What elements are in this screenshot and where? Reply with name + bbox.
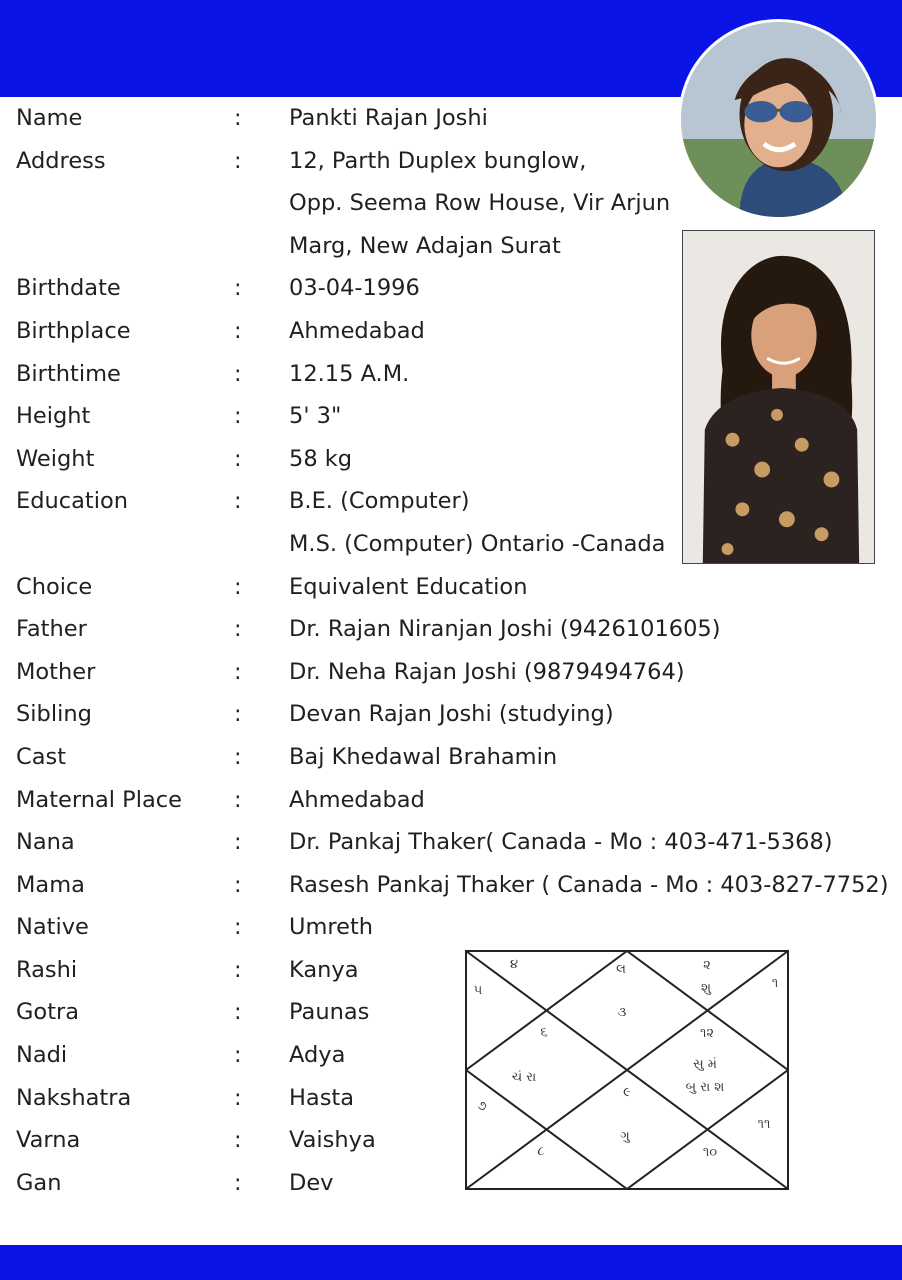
row-label: Weight: [16, 445, 95, 472]
row-colon: :: [234, 445, 242, 472]
house-6-number: ૬: [540, 1025, 548, 1040]
row-label: Birthdate: [16, 275, 121, 302]
detail-row: [16, 821, 886, 864]
detail-row: [16, 566, 886, 609]
row-label: Mother: [16, 658, 96, 685]
row-colon: :: [234, 317, 242, 344]
row-label: Gotra: [16, 999, 80, 1026]
row-colon: :: [234, 743, 242, 770]
house-1-planet: લ: [616, 962, 626, 977]
house-1-number: ૩: [617, 1005, 627, 1020]
row-label: Varna: [16, 1127, 81, 1154]
row-colon: :: [234, 829, 242, 856]
house-12-planets-line1: સુ મં: [693, 1057, 717, 1072]
row-value: Opp. Seema Row House, Vir Arjun: [289, 190, 671, 217]
detail-row: [16, 97, 886, 140]
row-value: Dev: [289, 1169, 334, 1196]
row-value: 03-04-1996: [289, 275, 420, 302]
row-value: M.S. (Computer) Ontario -Canada: [289, 530, 666, 557]
house-12-number: ૧૨: [699, 1026, 715, 1041]
row-label: Maternal Place: [16, 786, 182, 813]
row-label: Nakshatra: [16, 1084, 132, 1111]
detail-row: [16, 225, 886, 268]
row-colon: :: [234, 914, 242, 941]
house-5-number: ૫: [473, 983, 483, 998]
house-4-number: ૪: [509, 957, 519, 972]
row-value: Dr. Pankaj Thaker( Canada - Mo : 403-471-5368): [289, 829, 833, 856]
detail-row: [16, 864, 889, 907]
row-label: Rashi: [16, 956, 78, 983]
row-colon: :: [234, 616, 242, 643]
row-label: Birthtime: [16, 360, 121, 387]
row-value: Rasesh Pankaj Thaker ( Canada - Mo : 403-827-7752): [289, 871, 889, 898]
kundli-chart: [465, 950, 789, 1190]
detail-row: [16, 267, 886, 310]
row-colon: :: [234, 360, 242, 387]
row-colon: :: [234, 701, 242, 728]
house-10-number: ૧૦: [702, 1145, 718, 1160]
row-colon: :: [234, 403, 242, 430]
house-11-number: ૧૧: [757, 1117, 771, 1132]
detail-row: [16, 140, 886, 183]
row-value: B.E. (Computer): [289, 488, 470, 515]
row-value: 58 kg: [289, 445, 353, 472]
row-value: Equivalent Education: [289, 573, 528, 600]
row-label: Cast: [16, 743, 67, 770]
row-colon: :: [234, 147, 242, 174]
row-value: Dr. Neha Rajan Joshi (9879494764): [289, 658, 685, 685]
bottom-blue-band: [0, 1245, 902, 1280]
house-3-number: ૧: [771, 976, 779, 991]
detail-row: [16, 693, 886, 736]
row-value: Ahmedabad: [289, 786, 425, 813]
detail-row: [16, 736, 886, 779]
detail-row: [16, 779, 886, 822]
detail-row: [16, 310, 886, 353]
house-2-number: ૨: [703, 958, 711, 973]
row-label: Choice: [16, 573, 93, 600]
detail-row: [16, 480, 886, 523]
house-7-number: ૭: [477, 1099, 487, 1114]
detail-row: [16, 906, 886, 949]
row-label: Nana: [16, 829, 75, 856]
row-label: Nadi: [16, 1042, 68, 1069]
detail-row: [16, 353, 886, 396]
row-colon: :: [234, 956, 242, 983]
row-value: Paunas: [289, 999, 370, 1026]
row-value: Marg, New Adajan Surat: [289, 232, 561, 259]
row-label: Height: [16, 403, 91, 430]
row-value: Kanya: [289, 956, 359, 983]
row-label: Education: [16, 488, 129, 515]
row-label: Address: [16, 147, 106, 174]
row-label: Name: [16, 105, 83, 131]
row-label: Gan: [16, 1169, 62, 1196]
row-colon: :: [234, 1169, 242, 1196]
row-value: Ahmedabad: [289, 317, 425, 344]
house-9-number: ૯: [623, 1085, 631, 1100]
row-colon: :: [234, 786, 242, 813]
house-8-number: ૮: [537, 1144, 545, 1159]
house-12-planets-line2: બુ રા શ: [685, 1080, 725, 1095]
detail-row: [16, 438, 886, 481]
row-value: Vaishya: [289, 1127, 376, 1154]
row-label: Mama: [16, 871, 85, 898]
house-2-planet: શુ: [700, 981, 712, 996]
row-value: Adya: [289, 1042, 346, 1069]
row-value: Hasta: [289, 1084, 355, 1111]
row-value: Umreth: [289, 914, 374, 941]
row-colon: :: [234, 871, 242, 898]
row-colon: :: [234, 999, 242, 1026]
detail-row: [16, 651, 886, 694]
row-colon: :: [234, 1127, 242, 1154]
detail-row: [16, 523, 886, 566]
row-value: 12.15 A.M.: [289, 360, 410, 387]
row-colon: :: [234, 275, 242, 302]
row-label: Birthplace: [16, 317, 131, 344]
row-label: Native: [16, 914, 89, 941]
house-6-planets: ચં રા: [511, 1070, 537, 1085]
row-colon: :: [234, 488, 242, 515]
row-label: Sibling: [16, 701, 92, 728]
row-value: 5' 3": [289, 403, 342, 430]
detail-row: [16, 182, 886, 225]
row-colon: :: [234, 658, 242, 685]
house-9-planet: ગુ: [620, 1129, 630, 1144]
row-value: Baj Khedawal Brahamin: [289, 743, 558, 770]
row-colon: :: [234, 105, 242, 131]
row-label: Father: [16, 616, 87, 643]
row-value: Dr. Rajan Niranjan Joshi (9426101605): [289, 616, 721, 643]
row-value: 12, Parth Duplex bunglow,: [289, 147, 587, 174]
row-colon: :: [234, 1084, 242, 1111]
row-value: Pankti Rajan Joshi: [289, 105, 488, 131]
row-colon: :: [234, 1042, 242, 1069]
detail-row: [16, 608, 886, 651]
detail-row: [16, 395, 886, 438]
row-value: Devan Rajan Joshi (studying): [289, 701, 614, 728]
row-colon: :: [234, 573, 242, 600]
